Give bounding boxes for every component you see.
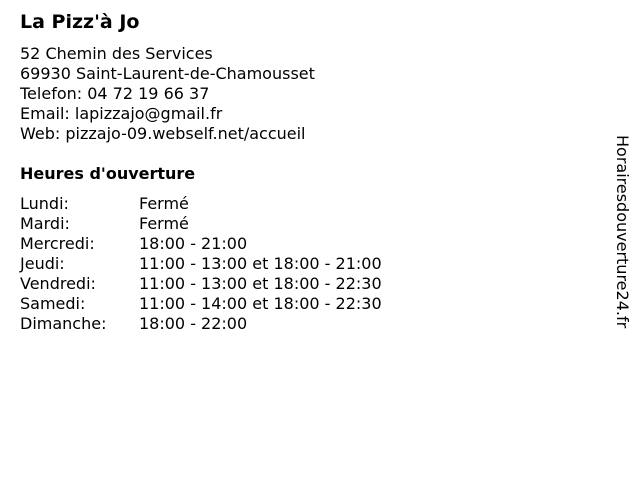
day-label: Lundi:: [20, 194, 69, 213]
email-text: Email: lapizzajo@gmail.fr: [20, 104, 223, 123]
hours-table: [20, 194, 382, 334]
day-hours: 11:00 - 14:00 et 18:00 - 22:30: [139, 294, 382, 313]
contact-block: [20, 44, 315, 144]
day-hours: 18:00 - 21:00: [139, 234, 248, 253]
page-title: La Pizz'à Jo: [20, 11, 140, 33]
address-street: 52 Chemin des Services: [20, 44, 213, 63]
day-label: Samedi:: [20, 294, 86, 313]
hours-row-tuesday: [20, 214, 382, 234]
day-hours: 11:00 - 13:00 et 18:00 - 22:30: [139, 274, 382, 293]
address-city: 69930 Saint-Laurent-de-Chamousset: [20, 64, 315, 83]
day-label: Mardi:: [20, 214, 70, 233]
day-label: Jeudi:: [20, 254, 65, 273]
day-hours: Fermé: [139, 214, 189, 233]
day-label: Dimanche:: [20, 314, 107, 333]
hours-row-friday: [20, 274, 382, 294]
website-text: Web: pizzajo-09.webself.net/accueil: [20, 124, 306, 143]
phone-text: Telefon: 04 72 19 66 37: [20, 84, 210, 103]
hours-row-thursday: [20, 254, 382, 274]
day-hours: 11:00 - 13:00 et 18:00 - 21:00: [139, 254, 382, 273]
hours-row-sunday: [20, 314, 382, 334]
hours-row-saturday: [20, 294, 382, 314]
day-label: Mercredi:: [20, 234, 95, 253]
day-label: Vendredi:: [20, 274, 96, 293]
hours-row-monday: [20, 194, 382, 214]
day-hours: 18:00 - 22:00: [139, 314, 248, 333]
hours-row-wednesday: [20, 234, 382, 254]
hours-heading: Heures d'ouverture: [20, 164, 196, 183]
site-watermark: Horairesdouverture24.fr: [613, 135, 632, 329]
day-hours: Fermé: [139, 194, 189, 213]
